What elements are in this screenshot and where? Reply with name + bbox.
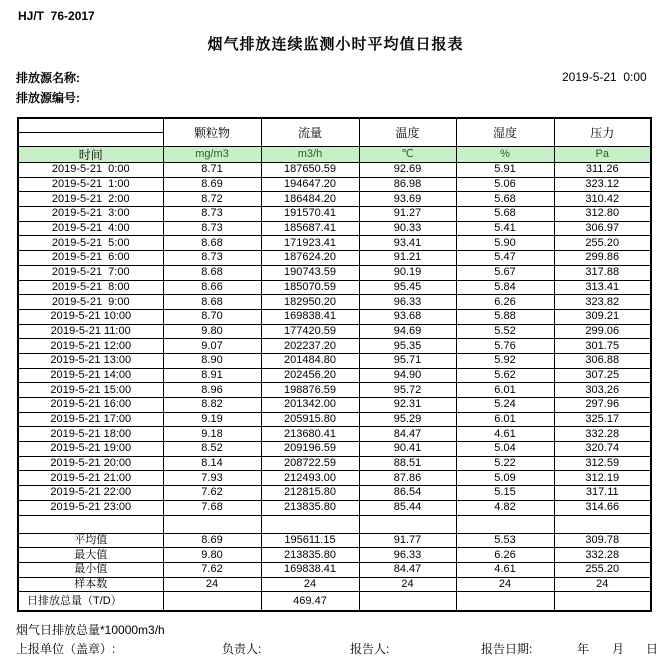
column-header-pressure: 压力	[554, 118, 651, 147]
summary-value-cell: 24	[163, 577, 261, 592]
summary-value-cell	[163, 592, 261, 611]
empty-cell	[359, 515, 456, 533]
unit-humidity: %	[456, 147, 554, 163]
table-row	[18, 442, 651, 457]
time-cell: 2019-5-21 22:00	[18, 486, 163, 501]
value-cell: 312.80	[554, 207, 651, 222]
time-header-top-cell	[18, 118, 163, 133]
value-cell: 191570.41	[261, 207, 359, 222]
empty-cell	[163, 515, 261, 533]
value-cell: 5.24	[456, 398, 554, 413]
summary-value-cell: 6.26	[456, 548, 554, 563]
summary-value-cell: 84.47	[359, 562, 456, 577]
summary-row	[18, 592, 651, 611]
reporting-unit-label: 上报单位（盖章）:	[16, 642, 116, 656]
table-row	[18, 471, 651, 486]
value-cell: 311.26	[554, 163, 651, 178]
value-cell: 90.19	[359, 265, 456, 280]
value-cell: 5.92	[456, 353, 554, 368]
value-cell: 92.69	[359, 163, 456, 178]
value-cell: 87.86	[359, 471, 456, 486]
summary-value-cell: 5.53	[456, 533, 554, 548]
table-row	[18, 177, 651, 192]
value-cell: 5.04	[456, 442, 554, 457]
table-row	[18, 265, 651, 280]
unit-particulate: mg/m3	[163, 147, 261, 163]
table-row	[18, 163, 651, 178]
value-cell: 297.96	[554, 398, 651, 413]
value-cell: 213680.41	[261, 427, 359, 442]
summary-label-cell: 日排放总量（T/D）	[18, 592, 163, 611]
time-cell: 2019-5-21 13:00	[18, 353, 163, 368]
summary-value-cell: 195611.15	[261, 533, 359, 548]
time-cell: 2019-5-21 15:00	[18, 383, 163, 398]
time-cell: 2019-5-21 14:00	[18, 368, 163, 383]
value-cell: 5.84	[456, 280, 554, 295]
value-cell: 9.07	[163, 339, 261, 354]
value-cell: 90.33	[359, 221, 456, 236]
value-cell: 5.15	[456, 486, 554, 501]
value-cell: 6.01	[456, 412, 554, 427]
month-label: 月	[612, 642, 625, 656]
report-date-label: 报告日期:	[481, 642, 533, 656]
value-cell: 255.20	[554, 236, 651, 251]
value-cell: 95.35	[359, 339, 456, 354]
empty-cell	[456, 515, 554, 533]
value-cell: 209196.59	[261, 442, 359, 457]
empty-cell	[554, 515, 651, 533]
value-cell: 7.93	[163, 471, 261, 486]
value-cell: 9.19	[163, 412, 261, 427]
value-cell: 323.82	[554, 295, 651, 310]
value-cell: 312.19	[554, 471, 651, 486]
value-cell: 317.88	[554, 265, 651, 280]
value-cell: 5.41	[456, 221, 554, 236]
table-row	[18, 207, 651, 222]
summary-value-cell: 24	[261, 577, 359, 592]
value-cell: 8.52	[163, 442, 261, 457]
table-row	[18, 500, 651, 515]
value-cell: 213835.80	[261, 500, 359, 515]
column-header-flow: 流量	[261, 118, 359, 147]
unit-row	[18, 147, 651, 163]
time-cell: 2019-5-21 17:00	[18, 412, 163, 427]
summary-label-cell: 最大值	[18, 548, 163, 563]
value-cell: 8.73	[163, 221, 261, 236]
value-cell: 8.69	[163, 177, 261, 192]
value-cell: 212815.80	[261, 486, 359, 501]
unit-flow: m3/h	[261, 147, 359, 163]
table-row	[18, 353, 651, 368]
value-cell: 205915.80	[261, 412, 359, 427]
value-cell: 299.86	[554, 251, 651, 266]
table-row	[18, 398, 651, 413]
day-label: 日	[646, 642, 659, 656]
time-cell: 2019-5-21 6:00	[18, 251, 163, 266]
value-cell: 303.26	[554, 383, 651, 398]
time-cell: 2019-5-21 7:00	[18, 265, 163, 280]
unit-temperature: ℃	[359, 147, 456, 163]
value-cell: 96.33	[359, 295, 456, 310]
value-cell: 5.22	[456, 456, 554, 471]
summary-label-cell: 最小值	[18, 562, 163, 577]
value-cell: 93.41	[359, 236, 456, 251]
table-row	[18, 339, 651, 354]
time-cell: 2019-5-21 9:00	[18, 295, 163, 310]
table-row	[18, 456, 651, 471]
value-cell: 94.90	[359, 368, 456, 383]
value-cell: 86.98	[359, 177, 456, 192]
value-cell: 320.74	[554, 442, 651, 457]
header-row-top	[18, 118, 651, 133]
table-row	[18, 251, 651, 266]
summary-value-cell: 24	[359, 577, 456, 592]
value-cell: 5.68	[456, 192, 554, 207]
table-row	[18, 236, 651, 251]
summary-value-cell: 332.28	[554, 548, 651, 563]
summary-row	[18, 533, 651, 548]
value-cell: 90.41	[359, 442, 456, 457]
value-cell: 8.70	[163, 309, 261, 324]
emission-source-name-label: 排放源名称:	[16, 71, 80, 85]
value-cell: 201484.80	[261, 353, 359, 368]
value-cell: 177420.59	[261, 324, 359, 339]
value-cell: 8.73	[163, 251, 261, 266]
value-cell: 5.88	[456, 309, 554, 324]
summary-value-cell: 4.61	[456, 562, 554, 577]
summary-value-cell: 9.80	[163, 548, 261, 563]
summary-value-cell: 8.69	[163, 533, 261, 548]
value-cell: 198876.59	[261, 383, 359, 398]
table-row	[18, 295, 651, 310]
value-cell: 332.28	[554, 427, 651, 442]
value-cell: 8.72	[163, 192, 261, 207]
value-cell: 299.06	[554, 324, 651, 339]
time-header-mid-cell	[18, 133, 163, 147]
value-cell: 8.90	[163, 353, 261, 368]
table-row	[18, 383, 651, 398]
reporter-label: 报告人:	[350, 642, 390, 656]
value-cell: 6.26	[456, 295, 554, 310]
value-cell: 8.73	[163, 207, 261, 222]
summary-value-cell: 7.62	[163, 562, 261, 577]
value-cell: 8.68	[163, 236, 261, 251]
value-cell: 95.29	[359, 412, 456, 427]
summary-value-cell	[456, 592, 554, 611]
empty-cell	[18, 515, 163, 533]
value-cell: 306.88	[554, 353, 651, 368]
value-cell: 95.45	[359, 280, 456, 295]
value-cell: 85.44	[359, 500, 456, 515]
value-cell: 4.82	[456, 500, 554, 515]
summary-value-cell	[359, 592, 456, 611]
summary-row	[18, 548, 651, 563]
summary-label-cell: 平均值	[18, 533, 163, 548]
spacer-row	[18, 515, 651, 533]
table-row	[18, 427, 651, 442]
time-cell: 2019-5-21 10:00	[18, 309, 163, 324]
value-cell: 310.42	[554, 192, 651, 207]
time-cell: 2019-5-21 21:00	[18, 471, 163, 486]
table-row	[18, 368, 651, 383]
time-cell: 2019-5-21 8:00	[18, 280, 163, 295]
value-cell: 212493.00	[261, 471, 359, 486]
time-cell: 2019-5-21 19:00	[18, 442, 163, 457]
summary-value-cell: 24	[456, 577, 554, 592]
summary-value-cell: 169838.41	[261, 562, 359, 577]
time-cell: 2019-5-21 4:00	[18, 221, 163, 236]
summary-value-cell: 96.33	[359, 548, 456, 563]
value-cell: 317.11	[554, 486, 651, 501]
value-cell: 5.06	[456, 177, 554, 192]
value-cell: 5.90	[456, 236, 554, 251]
value-cell: 309.21	[554, 309, 651, 324]
time-cell: 2019-5-21 20:00	[18, 456, 163, 471]
value-cell: 208722.59	[261, 456, 359, 471]
value-cell: 7.62	[163, 486, 261, 501]
value-cell: 5.68	[456, 207, 554, 222]
value-cell: 185070.59	[261, 280, 359, 295]
value-cell: 313.41	[554, 280, 651, 295]
time-cell: 2019-5-21 12:00	[18, 339, 163, 354]
report-table	[17, 117, 652, 612]
value-cell: 201342.00	[261, 398, 359, 413]
summary-value-cell: 469.47	[261, 592, 359, 611]
time-cell: 2019-5-21 1:00	[18, 177, 163, 192]
column-header-temperature: 温度	[359, 118, 456, 147]
value-cell: 93.69	[359, 192, 456, 207]
value-cell: 93.68	[359, 309, 456, 324]
value-cell: 8.66	[163, 280, 261, 295]
table-row	[18, 324, 651, 339]
time-header: 时间	[18, 147, 163, 163]
value-cell: 185687.41	[261, 221, 359, 236]
value-cell: 5.76	[456, 339, 554, 354]
value-cell: 8.68	[163, 265, 261, 280]
value-cell: 8.91	[163, 368, 261, 383]
column-header-particulate: 颗粒物	[163, 118, 261, 147]
year-label: 年	[577, 642, 590, 656]
standard-code: HJ/T 76-2017	[18, 9, 95, 23]
value-cell: 202237.20	[261, 339, 359, 354]
value-cell: 92.31	[359, 398, 456, 413]
time-cell: 2019-5-21 18:00	[18, 427, 163, 442]
time-cell: 2019-5-21 16:00	[18, 398, 163, 413]
value-cell: 4.61	[456, 427, 554, 442]
table-row	[18, 192, 651, 207]
table-row	[18, 486, 651, 501]
value-cell: 182950.20	[261, 295, 359, 310]
value-cell: 187650.59	[261, 163, 359, 178]
value-cell: 95.71	[359, 353, 456, 368]
data-rows	[18, 163, 651, 611]
emission-source-code-label: 排放源编号:	[16, 91, 80, 105]
value-cell: 6.01	[456, 383, 554, 398]
report-datetime: 2019-5-21 0:00	[562, 70, 647, 84]
value-cell: 171923.41	[261, 236, 359, 251]
time-cell: 2019-5-21 5:00	[18, 236, 163, 251]
value-cell: 169838.41	[261, 309, 359, 324]
summary-value-cell: 24	[554, 577, 651, 592]
value-cell: 202456.20	[261, 368, 359, 383]
value-cell: 5.91	[456, 163, 554, 178]
empty-cell	[261, 515, 359, 533]
value-cell: 8.82	[163, 398, 261, 413]
value-cell: 5.67	[456, 265, 554, 280]
value-cell: 5.62	[456, 368, 554, 383]
value-cell: 186484.20	[261, 192, 359, 207]
value-cell: 325.17	[554, 412, 651, 427]
table-row	[18, 412, 651, 427]
table-row	[18, 309, 651, 324]
value-cell: 5.09	[456, 471, 554, 486]
value-cell: 5.47	[456, 251, 554, 266]
summary-value-cell: 91.77	[359, 533, 456, 548]
time-cell: 2019-5-21 3:00	[18, 207, 163, 222]
value-cell: 88.51	[359, 456, 456, 471]
time-cell: 2019-5-21 0:00	[18, 163, 163, 178]
value-cell: 86.54	[359, 486, 456, 501]
column-header-humidity: 湿度	[456, 118, 554, 147]
value-cell: 8.68	[163, 295, 261, 310]
summary-row	[18, 577, 651, 592]
value-cell: 323.12	[554, 177, 651, 192]
value-cell: 312.59	[554, 456, 651, 471]
value-cell: 94.69	[359, 324, 456, 339]
value-cell: 187624.20	[261, 251, 359, 266]
value-cell: 8.71	[163, 163, 261, 178]
value-cell: 190743.59	[261, 265, 359, 280]
time-cell: 2019-5-21 2:00	[18, 192, 163, 207]
table-row	[18, 280, 651, 295]
value-cell: 8.96	[163, 383, 261, 398]
value-cell: 306.97	[554, 221, 651, 236]
summary-value-cell	[554, 592, 651, 611]
value-cell: 91.21	[359, 251, 456, 266]
value-cell: 307.25	[554, 368, 651, 383]
value-cell: 9.18	[163, 427, 261, 442]
summary-label-cell: 样本数	[18, 577, 163, 592]
time-cell: 2019-5-21 23:00	[18, 500, 163, 515]
summary-row	[18, 562, 651, 577]
value-cell: 314.66	[554, 500, 651, 515]
person-in-charge-label: 负责人:	[222, 642, 262, 656]
time-cell: 2019-5-21 11:00	[18, 324, 163, 339]
summary-value-cell: 309.78	[554, 533, 651, 548]
value-cell: 5.52	[456, 324, 554, 339]
value-cell: 84.47	[359, 427, 456, 442]
page-title: 烟气排放连续监测小时平均值日报表	[207, 36, 464, 53]
value-cell: 91.27	[359, 207, 456, 222]
unit-pressure: Pa	[554, 147, 651, 163]
value-cell: 9.80	[163, 324, 261, 339]
summary-value-cell: 213835.80	[261, 548, 359, 563]
value-cell: 7.68	[163, 500, 261, 515]
total-emission-note: 烟气日排放总量*10000m3/h	[16, 623, 165, 637]
table-row	[18, 221, 651, 236]
value-cell: 194647.20	[261, 177, 359, 192]
value-cell: 301.75	[554, 339, 651, 354]
value-cell: 8.14	[163, 456, 261, 471]
summary-value-cell: 255.20	[554, 562, 651, 577]
value-cell: 95.72	[359, 383, 456, 398]
